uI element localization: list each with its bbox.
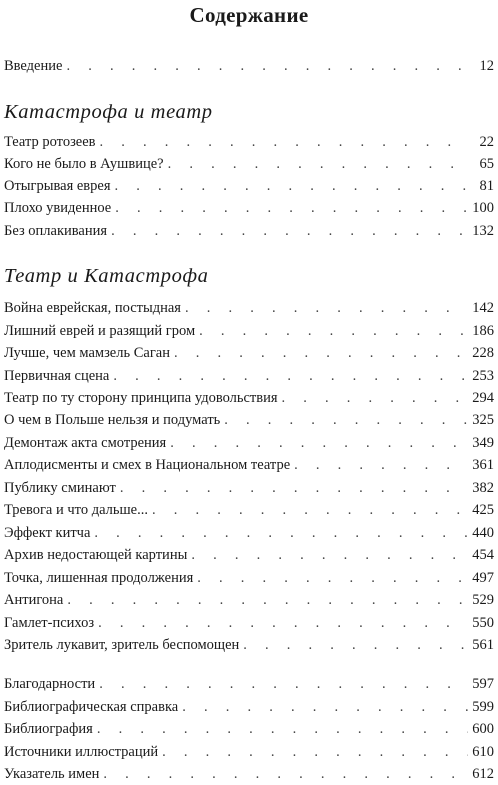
dot-leader — [99, 673, 468, 695]
dot-leader — [98, 612, 468, 634]
toc-entry-intro[interactable] — [4, 55, 494, 77]
toc-entry[interactable] — [4, 342, 494, 364]
toc-entry[interactable] — [4, 175, 494, 197]
entry-page-number: 228 — [472, 345, 494, 361]
entry-label: Аплодисменты и смех в Национальном театре — [4, 457, 291, 473]
entry-label: Архив недостающей картины — [4, 547, 188, 563]
dot-leader — [294, 454, 468, 476]
entry-page-number: 186 — [472, 323, 494, 339]
entry-label: Гамлет-психоз — [4, 615, 95, 631]
dot-leader — [67, 589, 468, 611]
entry-label: Эффект китча — [4, 525, 91, 541]
entry-page-number: 597 — [472, 676, 494, 692]
toc-entry[interactable] — [4, 544, 494, 566]
entry-page-number: 529 — [472, 592, 494, 608]
section-heading-1: Катастрофа и театр — [4, 101, 213, 123]
entry-page-number: 349 — [472, 435, 494, 451]
entry-label: Тревога и что дальше... — [4, 502, 148, 518]
dot-leader — [170, 432, 468, 454]
entry-label: Зритель лукавит, зритель беспомощен — [4, 637, 240, 653]
entry-label: Публику сминают — [4, 480, 116, 496]
entry-label: Источники иллюстраций — [4, 744, 159, 760]
toc-entry[interactable] — [4, 153, 494, 175]
entry-page-number: 12 — [479, 58, 494, 74]
entry-page-number: 610 — [472, 744, 494, 760]
entry-label: Лучше, чем мамзель Саган — [4, 345, 170, 361]
entry-page-number: 561 — [472, 637, 494, 653]
dot-leader — [168, 153, 468, 175]
dot-leader — [282, 387, 468, 409]
toc-entry[interactable] — [4, 477, 494, 499]
toc-entry[interactable] — [4, 131, 494, 153]
entry-page-number: 22 — [479, 134, 494, 150]
toc-entry[interactable] — [4, 365, 494, 387]
entry-page-number: 382 — [472, 480, 494, 496]
toc-entry[interactable] — [4, 432, 494, 454]
dot-leader — [66, 55, 468, 77]
toc-entry[interactable] — [4, 297, 494, 319]
toc-entry[interactable] — [4, 499, 494, 521]
entry-label: Первичная сцена — [4, 368, 110, 384]
entry-label: Отыгрывая еврея — [4, 178, 111, 194]
toc-entry[interactable] — [4, 387, 494, 409]
dot-leader — [152, 499, 468, 521]
entry-label: Плохо увиденное — [4, 200, 112, 216]
dot-leader — [191, 544, 468, 566]
entry-page-number: 425 — [472, 502, 494, 518]
toc-entry[interactable] — [4, 612, 494, 634]
entry-label: Демонтаж акта смотрения — [4, 435, 167, 451]
entry-label: Указатель имен — [4, 766, 100, 782]
toc-entry[interactable] — [4, 589, 494, 611]
toc-entry[interactable] — [4, 320, 494, 342]
page-title: Содержание — [189, 3, 309, 27]
entry-label: Кого не было в Аушвице? — [4, 156, 164, 172]
dot-leader — [243, 634, 468, 656]
entry-page-number: 294 — [472, 390, 494, 406]
entry-label: О чем в Польше нельзя и подумать — [4, 412, 221, 428]
entry-label: Введение — [4, 58, 63, 74]
entry-page-number: 550 — [472, 615, 494, 631]
toc-entry[interactable] — [4, 220, 494, 242]
entry-label: Без оплакивания — [4, 223, 108, 239]
dot-leader — [174, 342, 468, 364]
entry-label: Война еврейская, постыдная — [4, 300, 181, 316]
entry-page-number: 454 — [472, 547, 494, 563]
toc-entry[interactable] — [4, 763, 494, 785]
dot-leader — [115, 197, 468, 219]
toc-entry[interactable] — [4, 197, 494, 219]
entry-page-number: 81 — [479, 178, 494, 194]
entry-label: Библиография — [4, 721, 93, 737]
toc-entry[interactable] — [4, 696, 494, 718]
section-heading-2: Театр и Катастрофа — [4, 265, 209, 287]
dot-leader — [197, 567, 468, 589]
entry-page-number: 142 — [472, 300, 494, 316]
entry-page-number: 100 — [472, 200, 494, 216]
entry-page-number: 132 — [472, 223, 494, 239]
entry-page-number: 253 — [472, 368, 494, 384]
entry-page-number: 361 — [472, 457, 494, 473]
entry-page-number: 325 — [472, 412, 494, 428]
entry-page-number: 65 — [479, 156, 494, 172]
dot-leader — [103, 763, 468, 785]
entry-label: Театр ротозеев — [4, 134, 96, 150]
entry-label: Лишний еврей и разящий гром — [4, 323, 196, 339]
entry-label: Театр по ту сторону принципа удовольствия — [4, 390, 278, 406]
entry-label: Библиографическая справка — [4, 699, 179, 715]
entry-page-number: 612 — [472, 766, 494, 782]
dot-leader — [182, 696, 468, 718]
entry-page-number: 600 — [472, 721, 494, 737]
toc-entry[interactable] — [4, 741, 494, 763]
entry-page-number: 440 — [472, 525, 494, 541]
dot-leader — [94, 522, 468, 544]
dot-leader — [115, 175, 468, 197]
entry-page-number: 599 — [472, 699, 494, 715]
toc-entry[interactable] — [4, 409, 494, 431]
dot-leader — [111, 220, 468, 242]
toc-entry[interactable] — [4, 522, 494, 544]
toc-entry[interactable] — [4, 454, 494, 476]
toc-entry[interactable] — [4, 718, 494, 740]
dot-leader — [199, 320, 468, 342]
entry-label: Точка, лишенная продолжения — [4, 570, 194, 586]
dot-leader — [100, 131, 468, 153]
entry-label: Благодарности — [4, 676, 96, 692]
dot-leader — [97, 718, 468, 740]
toc-entry[interactable] — [4, 673, 494, 695]
entry-label: Антигона — [4, 592, 64, 608]
entry-page-number: 497 — [472, 570, 494, 586]
dot-leader — [185, 297, 468, 319]
dot-leader — [120, 477, 468, 499]
toc-entry[interactable] — [4, 634, 494, 656]
toc-entry[interactable] — [4, 567, 494, 589]
dot-leader — [224, 409, 468, 431]
dot-leader — [113, 365, 468, 387]
dot-leader — [162, 741, 468, 763]
